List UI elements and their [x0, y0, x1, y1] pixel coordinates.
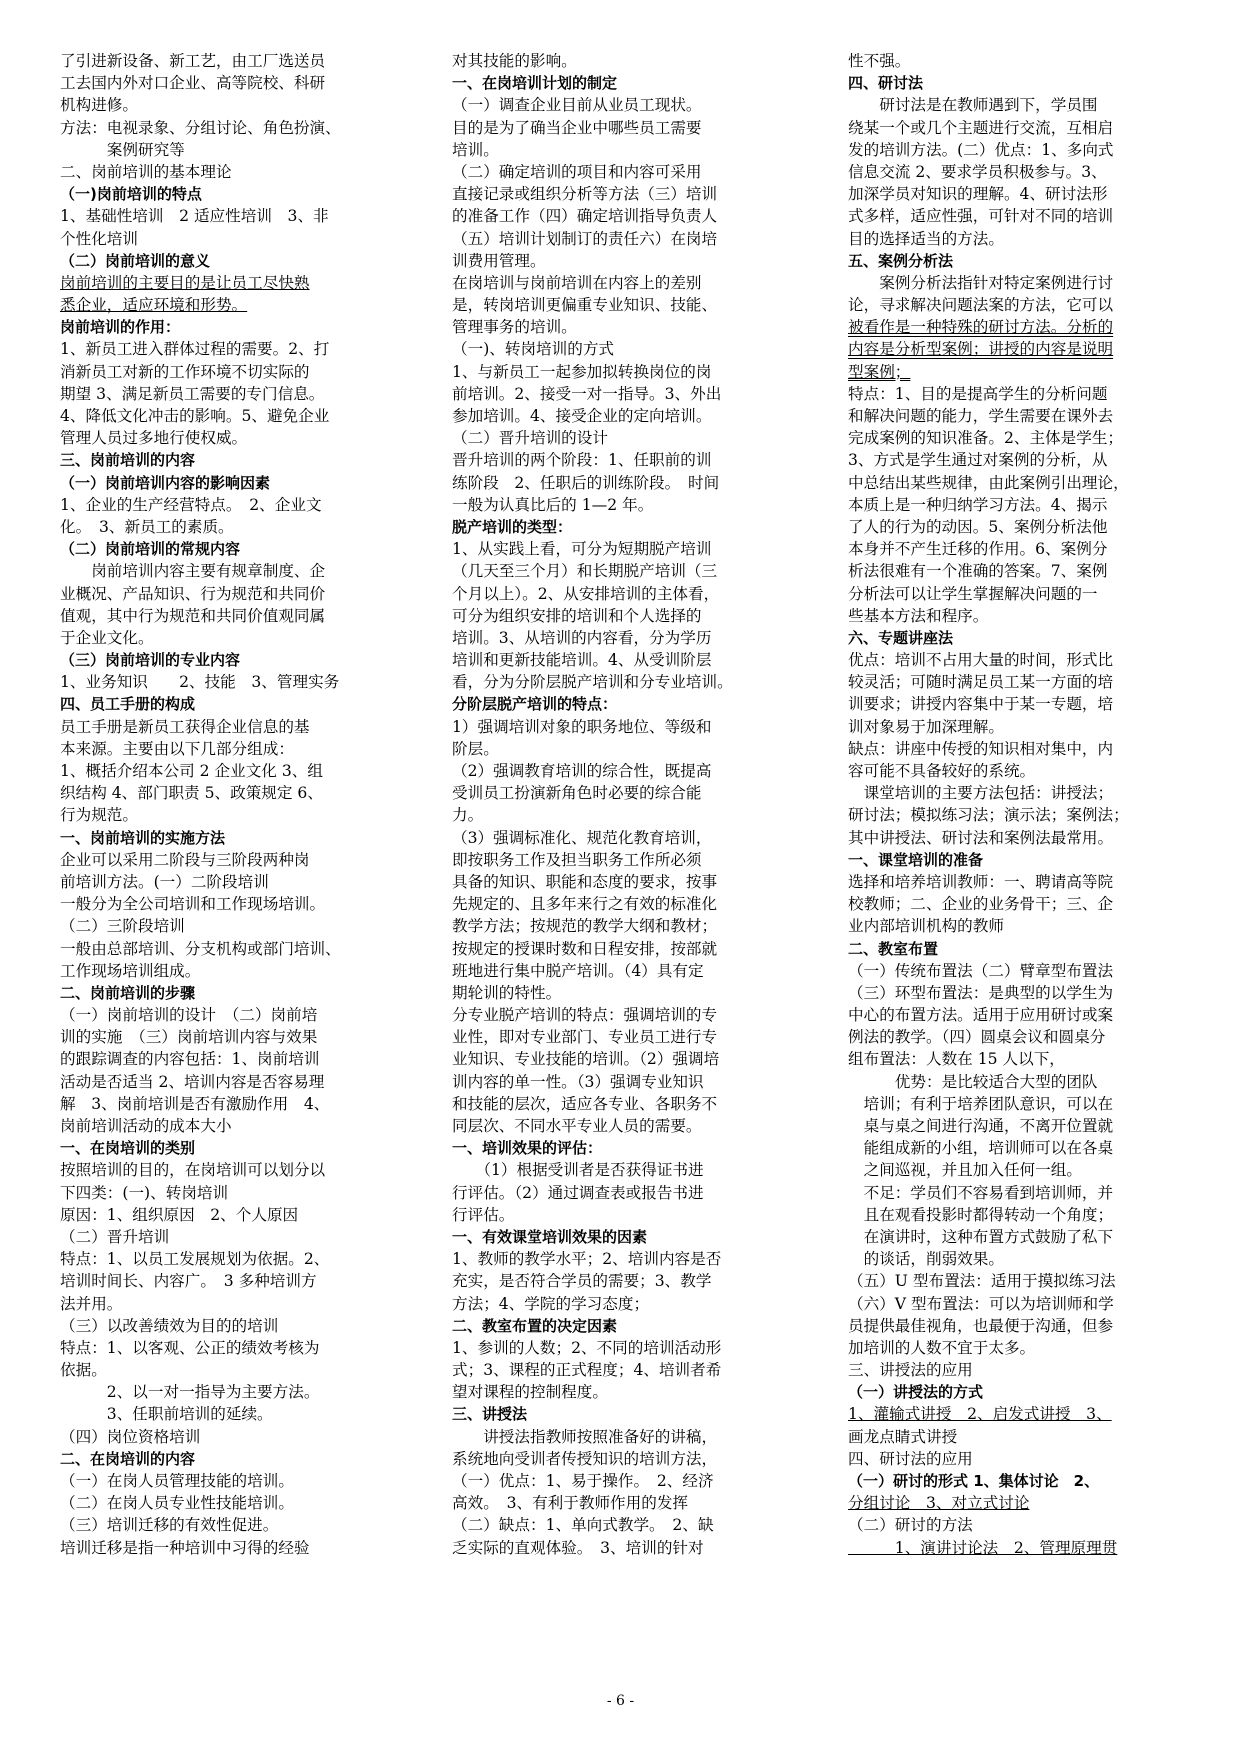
col1-line: 解 3、岗前培训是否有激励作用 4、: [60, 1094, 330, 1113]
col2-line: 1）强调培训对象的职务地位、等级和: [452, 717, 712, 736]
col2-line: 按规定的授课时数和日程安排，按部就: [452, 939, 718, 958]
col3-line: 其中讲授法、研讨法和案例法最常用。: [848, 828, 1114, 847]
col1-line: 于企业文化。: [60, 628, 154, 647]
col1-line: 工去国内外对口企业、高等院校、科研: [60, 74, 326, 93]
col1-line: 原因：1、组织原因 2、个人原因: [60, 1205, 299, 1224]
col2-line: 的准备工作（四）确定培训指导负责人: [452, 207, 718, 226]
col1-line: 前培训方法。(一）二阶段培训: [60, 872, 269, 891]
col1-line: 值观，其中行为规范和共同价值观同属: [60, 606, 326, 625]
col1-line: 2、以一对一指导为主要方法。: [60, 1383, 320, 1402]
col1-line: 一般由总部培训、分支机构或部门培训、: [60, 939, 341, 958]
col1-line: 1、企业的生产经营特点。 2、企业文: [60, 495, 322, 514]
col2-line: 分专业脱产培训的特点：强调培训的专: [452, 1006, 718, 1025]
col2-line: 晋升培训的两个阶段：1、任职前的训: [452, 451, 712, 470]
col2-line: 看，分为分阶层脱产培训和分专业培训。: [452, 673, 733, 692]
col2-line: 练阶段 2、任职后的训练阶段。 时间: [452, 473, 720, 492]
col3-line: 中总结出某些规律，由此案例引出理论，: [848, 473, 1129, 492]
col3-line: 分组讨论 3、对立式讨论: [848, 1494, 1030, 1513]
col3-line: 特点：1、目的是提高学生的分析问题: [848, 384, 1108, 403]
col3-line: 能组成新的小组，培训师可以在各桌: [848, 1139, 1114, 1158]
col3-line: 四、研讨法的应用: [848, 1449, 973, 1468]
col1-line: （二）岗前培训的意义: [60, 251, 211, 270]
col3-line: 目的选择适当的方法。: [848, 229, 1004, 248]
col2-line: 培训和更新技能培训。4、从受训阶层: [452, 651, 712, 670]
col1-line: 岗前培训内容主要有规章制度、企: [60, 562, 326, 581]
col3-line: （一）讲授法的方式: [848, 1383, 984, 1402]
col1-line: （四）岗位资格培训: [60, 1427, 201, 1446]
col3-line: 六、专题讲座法: [848, 628, 954, 647]
col2-line: （二）确定培训的项目和内容可采用: [452, 162, 702, 181]
col1-line: 二、岗前培训的基本理论: [60, 162, 232, 181]
col2-line: 前培训。2、接受一对一指导。3、外出: [452, 384, 722, 403]
col3-line: 性不强。: [848, 52, 911, 70]
col2-line: （二）晋升培训的设计: [452, 429, 608, 448]
col1-line: 法并用。: [60, 1294, 123, 1313]
col1-line: 下四类：(一)、转岗培训: [60, 1183, 229, 1202]
col2-line: 讲授法指教师按照准备好的讲稿，: [452, 1427, 718, 1446]
col3-line: 三、讲授法的应用: [848, 1361, 973, 1380]
col1-line: （二）三阶段培训: [60, 917, 185, 936]
col1-line: 了引进新设备、新工艺，由工厂选送员: [60, 52, 326, 70]
col1-line: 训的实施 （三）岗前培训内容与效果: [60, 1028, 318, 1047]
col3-line: 缺点：讲座中传授的知识相对集中，内: [848, 739, 1114, 758]
col1-line: 3、任职前培训的延续。: [60, 1405, 273, 1424]
col3-line: （二）研讨的方法: [848, 1516, 973, 1535]
col1-line: 消新员工对新的工作环境不切实际的: [60, 362, 310, 381]
col2-line: 方法；4、学院的学习态度；: [452, 1294, 650, 1313]
col2-line: 三、讲授法: [452, 1405, 528, 1424]
col2-line: 培训。3、从培训的内容看，分为学历: [452, 628, 712, 647]
col3-line: 培训；有利于培养团队意识，可以在: [848, 1094, 1114, 1113]
col3-line: （一）传统布置法（二）臂章型布置法: [848, 961, 1114, 980]
col3-line: 加培训的人数不宜于太多。: [848, 1338, 1036, 1357]
col2-line: 培训。: [452, 140, 499, 159]
col3-line: 五、案例分析法: [848, 251, 954, 270]
col3-line: 和解决问题的能力，学生需要在课外去: [848, 407, 1114, 425]
col1-line: （三）岗前培训的专业内容: [60, 651, 241, 670]
col2-line: 业性，即对专业部门、专业员工进行专: [452, 1028, 718, 1047]
col1-line: 1、概括介绍本公司 2 企业文化 3、组: [60, 762, 323, 780]
col3-line: 之间巡视，并且加入任何一组。: [848, 1161, 1082, 1180]
col2-line: 1、从实践上看，可分为短期脱产培训: [452, 540, 712, 559]
col2-line: 系统地向受训者传授知识的培训方法，: [452, 1449, 718, 1468]
col1-line: 工作现场培训组成。: [60, 961, 201, 980]
col3-line: 训要求；讲授内容集中于某一专题，培: [848, 695, 1114, 714]
col3-line: 且在观看投影时都得转动一个角度；: [848, 1205, 1114, 1224]
col2-line: 阶层。: [452, 739, 499, 758]
col3-line: 型案例；: [848, 362, 911, 381]
col3-line: 1、灌输式讲授 2、启发式讲授 3、: [848, 1405, 1112, 1424]
col2-line: 是，转岗培训更偏重专业知识、技能、: [452, 296, 718, 315]
col3-line: 完成案例的知识准备。2、主体是学生；: [848, 429, 1124, 448]
col2-line: 训费用管理。: [452, 251, 546, 270]
col2-line: 乏实际的直观体验。 3、培训的针对: [452, 1538, 704, 1557]
col2-line: 分阶层脱产培训的特点：: [452, 695, 618, 714]
col3-line: 了人的行为的动因。5、案例分析法他: [848, 517, 1108, 536]
col2-line: （一)、转岗培训的方式: [452, 340, 615, 359]
col3-line: （六）V 型布置法：可以为培训师和学: [848, 1294, 1114, 1313]
col3-line: 被看作是一种特殊的研讨方法。分析的: [848, 318, 1114, 337]
col1-line: 按照培训的目的，在岗培训可以划分以: [60, 1161, 326, 1180]
col1-line: 本来源。主要由以下几部分组成：: [60, 739, 294, 758]
col1-line: 织结构 4、部门职责 5、政策规定 6、: [60, 784, 323, 803]
col1-line: 岗前培训活动的成本大小: [60, 1117, 232, 1135]
col2-line: 1、与新员工一起参加拟转换岗位的岗: [452, 362, 712, 381]
col3-line: 桌与桌之间进行沟通，不离开位置就: [848, 1117, 1114, 1135]
col2-line: 一般为认真比后的 1—2 年。: [452, 495, 654, 514]
col1-line: （二）在岗人员专业性技能培训。: [60, 1494, 294, 1513]
col1-line: （二）晋升培训: [60, 1227, 170, 1246]
col2-line: 受训员工扮演新角色时必要的综合能: [452, 784, 702, 803]
col1-line: 岗前培训的作用：: [60, 318, 181, 337]
col3-line: （三）环型布置法：是典型的以学生为: [848, 983, 1114, 1002]
col3-line: 优点：培训不占用大量的时间，形式比: [848, 651, 1114, 670]
col1-line: 期望 3、满足新员工需要的专门信息。: [60, 384, 325, 403]
col2-line: （2）强调教育培训的综合性，既提高: [452, 762, 712, 780]
col3-line: 在演讲时，这种布置方式鼓励了私下: [848, 1227, 1114, 1246]
col2-line: 行评估。（2）通过调查表或报告书进: [452, 1183, 704, 1202]
col1-line: 一般分为全公司培训和工作现场培训。: [60, 895, 326, 914]
col3-line: 校教师；二、企业的业务骨干；三、企: [848, 895, 1114, 914]
col1-line: 1、基础性培训 2 适应性培训 3、非: [60, 207, 329, 226]
col3-line: 中心的布置方法。适用于应用研讨或案: [848, 1006, 1114, 1025]
col2-line: 教学方法；按规范的教学大纲和教材；: [452, 917, 718, 936]
col1-line: 行为规范。: [60, 806, 138, 825]
col2-line: 高效。 3、有利于教师作用的发挥: [452, 1494, 689, 1513]
col2-line: 1、教师的教学水平；2、培训内容是否: [452, 1250, 722, 1269]
col1-line: 方法：电视录象、分组讨论、角色扮演、: [60, 118, 341, 137]
col1-line: 培训时间长、内容广。 3 多种培训方: [60, 1272, 317, 1291]
col3-line: 员提供最佳视角，也最便于沟通，但参: [848, 1316, 1114, 1335]
col3-line: 发的培训方法。(二）优点：1、多向式: [848, 140, 1114, 159]
col1-line: 4、降低文化冲击的影响。5、避免企业: [60, 407, 330, 425]
col3-line: 分析法可以让学生掌握解决问题的一: [848, 584, 1098, 603]
col3-line: （五）U 型布置法：适用于摸拟练习法: [848, 1272, 1116, 1291]
col1-line: 的跟踪调查的内容包括：1、岗前培训: [60, 1050, 320, 1069]
col3-line: （一）研讨的形式 1、集体讨论 2、: [848, 1472, 1100, 1490]
col1-line: 活动是否适当 2、培训内容是否容易理: [60, 1072, 325, 1091]
col2-line: 同层次、不同水平专业人员的需要。: [452, 1117, 702, 1135]
col1-line: （一）岗前培训的设计 （二）岗前培: [60, 1006, 318, 1025]
col1-line: 机构进修。: [60, 96, 138, 115]
col1-line: 特点：1、以客观、公正的绩效考核为: [60, 1338, 320, 1357]
col3-line: 案例分析法指针对特定案例进行讨: [848, 273, 1114, 292]
col1-line: 案例研究等: [60, 140, 185, 159]
text-column-2: [452, 50, 802, 1559]
col1-line: （一）岗前培训内容的影响因素: [60, 473, 271, 492]
col3-line: 式多样，适应性强，可针对不同的培训: [848, 207, 1114, 226]
col1-line: 管理人员过多地行使权威。: [60, 429, 248, 448]
col3-line: 研讨法是在教师遇到下，学员围: [848, 96, 1098, 115]
col1-line: 特点：1、以员工发展规划为依据。2、: [60, 1250, 330, 1269]
col1-line: 一、在岗培训的类别: [60, 1139, 196, 1158]
col1-line: 化。 3、新员工的素质。: [60, 517, 234, 536]
col3-line: 绕某一个或几个主题进行交流，互相启: [848, 118, 1114, 137]
col2-line: 具备的知识、职能和态度的要求，按事: [452, 872, 718, 891]
col2-line: 直接记录或组织分析等方法（三）培训: [452, 185, 718, 204]
col3-line: 析法很难有一个准确的答案。7、案例: [848, 562, 1108, 581]
col2-line: （一）优点：1、易于操作。 2、经济: [452, 1472, 714, 1490]
col3-line: 选择和培养培训教师：一、聘请高等院: [848, 872, 1114, 891]
col2-line: 一、在岗培训计划的制定: [452, 74, 618, 93]
col3-line: 不足：学员们不容易看到培训师，并: [848, 1183, 1114, 1202]
col3-line: 优势：是比较适合大型的团队: [848, 1072, 1098, 1091]
col1-line: （一)岗前培训的特点: [60, 185, 202, 204]
col2-line: 在岗培训与岗前培训在内容上的差别: [452, 273, 702, 292]
col3-line: 的谈话，削弱效果。: [848, 1250, 1004, 1269]
col3-line: 课堂培训的主要方法包括：讲授法；: [848, 784, 1114, 803]
col1-line: 1、新员工进入群体过程的需要。2、打: [60, 340, 330, 359]
col2-line: 式；3、课程的正式程度；4、培训者希: [452, 1361, 722, 1380]
col2-line: 业知识、专业技能的培训。（2）强调培: [452, 1050, 720, 1069]
col3-line: 论，寻求解决问题法案的方法，它可以: [848, 296, 1114, 315]
col1-line: 1、业务知识 2、技能 3、管理实务: [60, 673, 340, 692]
col1-line: 个性化培训: [60, 229, 138, 248]
col3-line: 较灵活；可随时满足员工某一方面的培: [848, 673, 1114, 692]
col1-line: 一、岗前培训的实施方法: [60, 828, 226, 847]
col1-line: 业概况、产品知识、行为规范和共同价: [60, 584, 326, 603]
col3-line: 业内部培训机构的教师: [848, 917, 1004, 936]
col2-line: （五）培训计划制订的责任六）在岗培: [452, 229, 718, 248]
col1-line: 三、岗前培训的内容: [60, 451, 196, 470]
col1-line: 二、岗前培训的步骤: [60, 983, 196, 1002]
col3-line: 画龙点睛式讲授: [848, 1427, 958, 1446]
text-column-1: [60, 50, 405, 1559]
col2-line: 训内容的单一性。（3）强调专业知识: [452, 1072, 704, 1091]
col1-line: 依据。: [60, 1361, 107, 1380]
col2-line: 目的是为了确当企业中哪些员工需要: [452, 118, 702, 137]
col3-line: 研讨法；模拟练习法；演示法；案例法；: [848, 806, 1129, 825]
col2-line: 管理事务的培训。: [452, 318, 577, 337]
col1-line: 培训迁移是指一种培训中习得的经验: [60, 1538, 310, 1557]
col3-line: 信息交流 2、要求学员积极参与。3、: [848, 162, 1107, 181]
col2-line: 行评估。: [452, 1205, 515, 1224]
col2-line: 和技能的层次，适应各专业、各职务不: [452, 1094, 718, 1113]
col2-line: 即按职务工作及担当职务工作所必须: [452, 850, 702, 869]
col3-line: 本身并不产生迁移的作用。6、案例分: [848, 540, 1108, 559]
col2-line: 班地进行集中脱产培训。（4）具有定: [452, 961, 704, 980]
col3-line: 3、方式是学生通过对案例的分析，从: [848, 451, 1108, 470]
col2-line: （3）强调标准化、规范化教育培训，: [452, 828, 712, 847]
col1-line: 四、员工手册的构成: [60, 695, 196, 714]
col3-line: 些基本方法和程序。: [848, 606, 989, 625]
page-number: - 6 -: [606, 1693, 635, 1709]
col1-line: 员工手册是新员工获得企业信息的基: [60, 717, 310, 736]
col1-line: 悉企业，适应环境和形势。: [60, 296, 248, 315]
col2-line: 个月以上）。2、从安排培训的主体看，: [452, 584, 720, 603]
col2-line: 二、教室布置的决定因素: [452, 1316, 618, 1335]
col3-line: 二、教室布置: [848, 939, 939, 958]
col2-line: 1、参训的人数；2、不同的培训活动形: [452, 1338, 722, 1357]
col2-line: 参加培训。4、接受企业的定向培训。: [452, 407, 712, 425]
col3-line: 训对象易于加深理解。: [848, 717, 1004, 736]
col3-line: 内容是分析型案例；讲授的内容是说明: [848, 340, 1114, 359]
col2-line: 可分为组织安排的培训和个人选择的: [452, 606, 702, 625]
col2-line: （几天至三个月）和长期脱产培训（三: [452, 562, 718, 581]
col1-line: （一）在岗人员管理技能的培训。: [60, 1472, 294, 1490]
col1-line: （三）培训迁移的有效性促进。: [60, 1516, 279, 1535]
col2-line: 期轮训的特性。: [452, 983, 562, 1002]
col1-line: （三）以改善绩效为目的的培训: [60, 1316, 279, 1335]
col2-line: （二）缺点：1、单向式教学。 2、缺: [452, 1516, 714, 1535]
col2-line: 脱产培训的类型：: [452, 517, 573, 536]
col2-line: 一、有效课堂培训效果的因素: [452, 1227, 648, 1246]
col1-line: （二）岗前培训的常规内容: [60, 540, 241, 559]
col2-line: 力。: [452, 806, 484, 825]
col1-line: 企业可以采用二阶段与三阶段两种岗: [60, 850, 310, 869]
col3-line: 容可能不具备较好的系统。: [848, 762, 1036, 780]
col3-line: 1、演讲讨论法 2、管理原理贯: [848, 1538, 1118, 1557]
col3-line: 组布置法：人数在 15 人以下，: [848, 1050, 1065, 1069]
col1-line: 岗前培训的主要目的是让员工尽快熟: [60, 273, 310, 292]
text-column-3: [848, 50, 1193, 1559]
col3-line: 例法的教学。（四）圆桌会议和圆桌分: [848, 1028, 1106, 1047]
col2-line: 一、培训效果的评估：: [452, 1139, 603, 1158]
col3-line: 一、课堂培训的准备: [848, 850, 984, 869]
col2-line: 充实，是否符合学员的需要；3、教学: [452, 1272, 712, 1291]
col3-line: 加深学员对知识的理解。4、研讨法形: [848, 185, 1108, 204]
col2-line: （1）根据受训者是否获得证书进: [452, 1161, 704, 1180]
col2-line: （一）调查企业目前从业员工现状。: [452, 96, 702, 115]
col1-line: 二、在岗培训的内容: [60, 1449, 196, 1468]
col3-line: 本质上是一种归纳学习方法。4、揭示: [848, 495, 1108, 514]
col3-line: 四、研讨法: [848, 74, 924, 93]
col2-line: 先规定的、且多年来行之有效的标准化: [452, 895, 718, 914]
col2-line: 对其技能的影响。: [452, 52, 577, 70]
col2-line: 望对课程的控制程度。: [452, 1383, 608, 1402]
